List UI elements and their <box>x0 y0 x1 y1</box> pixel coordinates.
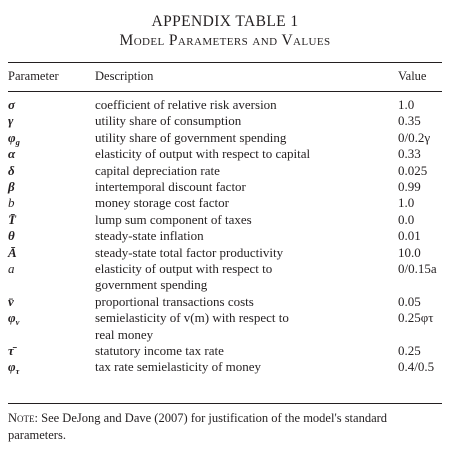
row-parameter: b <box>8 195 15 211</box>
row-parameter: δ <box>8 162 15 178</box>
row-description: steady-state inflation <box>95 228 204 244</box>
row-description: capital depreciation rate <box>95 162 220 178</box>
row-description: steady-state total factor productivity <box>95 244 284 260</box>
row-parameter: α <box>8 146 16 162</box>
table-title: APPENDIX TABLE 1 <box>151 13 299 30</box>
note-text: See DeJong and Dave (2007) for justification of the model's standard parameters. <box>8 411 388 442</box>
row-value: 1.0 <box>398 97 415 112</box>
row-value: 0.33 <box>398 146 421 162</box>
row-value: 0.0 <box>398 211 415 227</box>
row-description: statutory income tax rate <box>95 343 224 358</box>
row-parameter: β <box>8 179 15 194</box>
row-value: 0.025 <box>398 162 428 178</box>
top-rule <box>8 62 442 63</box>
row-parameter: $\varphi_v$ <box>8 310 20 328</box>
row-description: tax rate semielasticity of money <box>95 359 262 375</box>
row-description: money storage cost factor <box>95 195 229 211</box>
row-parameter: Ā <box>8 244 17 260</box>
row-description: proportional transactions costs <box>95 293 254 309</box>
row-description: government spending <box>95 277 208 293</box>
row-description: utility share of consumption <box>95 113 242 129</box>
row-parameter: a <box>8 261 15 276</box>
row-parameter: θ <box>8 228 15 244</box>
bottom-rule <box>8 403 442 404</box>
row-description: utility share of government spending <box>95 129 287 145</box>
row-description: lump sum component of taxes <box>95 211 252 227</box>
row-value: 1.0 <box>398 195 415 211</box>
header-description: Description <box>95 69 154 83</box>
row-description: intertemporal discount factor <box>95 179 246 194</box>
row-parameter: v̄ <box>8 293 14 309</box>
row-value: 0.01 <box>398 228 421 244</box>
row-value: 0.25φτ <box>398 310 434 326</box>
table-note <box>8 410 442 444</box>
row-value: 10.0 <box>398 244 421 260</box>
header-rule <box>8 91 442 92</box>
row-description: elasticity of output with respect to <box>95 261 273 276</box>
row-value: 0/0.2γ <box>398 129 431 145</box>
row-parameter: $\varphi_\tau$ <box>8 359 20 377</box>
row-parameter: τ̄ <box>8 343 14 358</box>
header-value: Value <box>398 69 427 83</box>
table-subtitle: Model Parameters and Values <box>119 32 331 49</box>
row-value: 0.05 <box>398 293 421 309</box>
row-value: 0.35 <box>398 113 421 129</box>
row-parameter: σ <box>8 97 16 112</box>
row-value: 0.99 <box>398 179 421 194</box>
row-parameter: T̄ <box>8 211 16 227</box>
row-description: coefficient of relative risk aversion <box>95 97 277 112</box>
row-value: 0.4/0.5 <box>398 359 435 375</box>
row-value: 0/0.15a <box>398 261 437 276</box>
note-label: Note: <box>8 411 38 425</box>
row-parameter: $\varphi_g$ <box>8 129 20 147</box>
row-description: elasticity of output with respect to capital <box>95 146 311 162</box>
row-value: 0.25 <box>398 343 421 358</box>
row-description: real money <box>95 326 154 342</box>
header-parameter: Parameter <box>8 69 59 83</box>
row-parameter: γ <box>8 113 14 129</box>
row-description: semielasticity of v(m) with respect to <box>95 310 289 326</box>
